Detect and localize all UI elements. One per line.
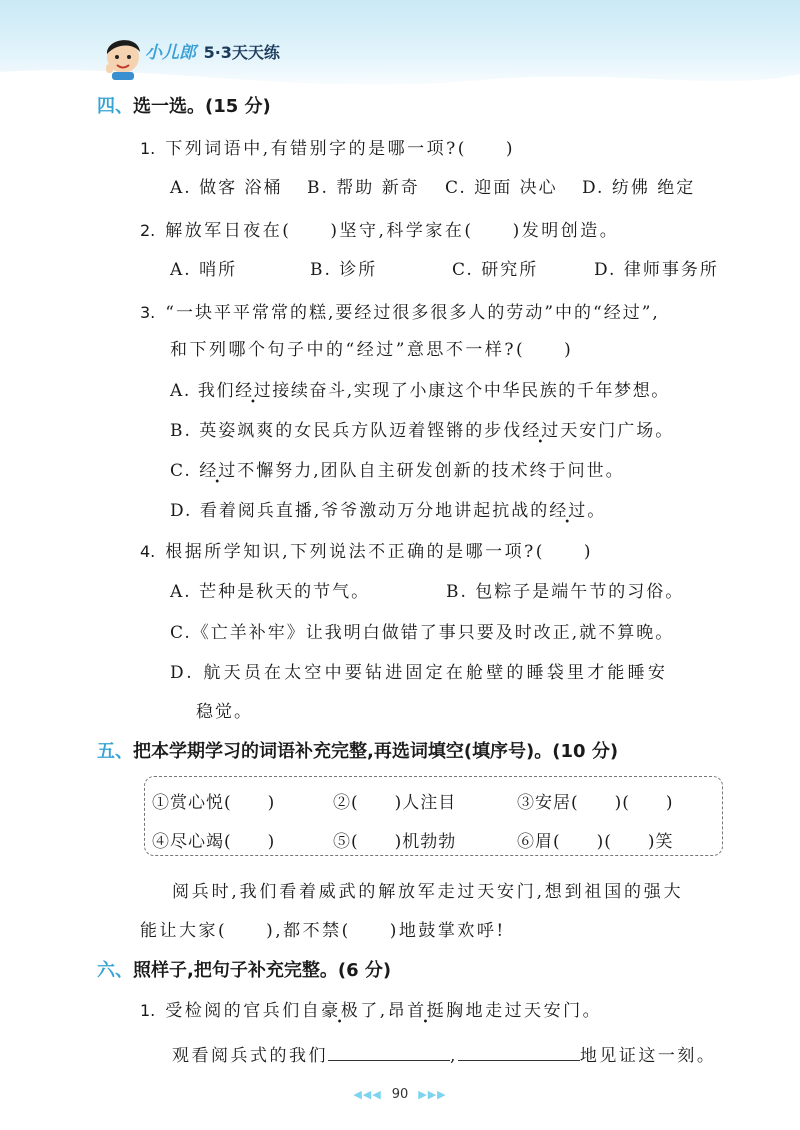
- q3-c-marked-word: [199, 461, 237, 481]
- q2-option-a: A. 哨所: [170, 260, 238, 280]
- section-6-title: 照样子,把句子补充完整。(6 分): [133, 960, 392, 981]
- q3-text-line1: “一块平平常常的糕,要经过很多很多人的劳动”中的“经过”,: [165, 303, 660, 323]
- section-5-number: 五、: [97, 741, 133, 762]
- q2-option-c: C. 研究所: [452, 260, 539, 280]
- q1-text: 下列词语中,有错别字的是哪一项?( ): [165, 139, 516, 159]
- s6-q1-pre: 受检阅的官兵们: [165, 1001, 302, 1021]
- q4-option-a: A. 芒种是秋天的节气。: [170, 582, 371, 602]
- q4-option-d-line2: 稳觉。: [196, 702, 253, 722]
- q3-a-post: 接续奋斗,实现了小康这个中华民族的千年梦想。: [272, 381, 670, 401]
- q3-option-b: [170, 416, 674, 441]
- q3-a-pre: A. 我们: [170, 381, 236, 401]
- s6-fill-sep: ,: [450, 1046, 458, 1066]
- q2-number: 2.: [140, 221, 156, 240]
- q3-c-pre: C.: [170, 461, 200, 481]
- q3-b-pre: B. 英姿飒爽的女民兵方队迈着铿锵的步伐: [170, 421, 523, 441]
- q3-option-a: [170, 376, 670, 401]
- word-item-2: ②( )人注目: [333, 793, 457, 813]
- word-item-3: ③安居( )( ): [517, 793, 674, 813]
- brand-title: [145, 38, 280, 63]
- s6-q1-mark1: 自豪极了: [301, 1001, 380, 1021]
- s6-q1-example: [140, 996, 602, 1021]
- q3-d-mark: 经过: [549, 501, 588, 521]
- q3-c-post: 不懈努力,团队自主研发创新的技术终于问世。: [237, 461, 625, 481]
- brand-name: 小儿郎: [145, 43, 196, 63]
- q3-stem-line1: [140, 298, 660, 323]
- section-4-title: 选一选。(15 分): [133, 96, 271, 117]
- q2-stem: [140, 216, 619, 241]
- q3-a-mark: 经过: [235, 381, 273, 401]
- q1-option-c: C. 迎面 决心: [445, 178, 558, 198]
- s6-answer-blank-2[interactable]: [458, 1046, 580, 1061]
- word-item-5: ⑤( )机勃勃: [333, 832, 457, 852]
- word-item-1: ①赏心悦( ): [152, 793, 276, 813]
- q3-option-d: [170, 496, 606, 521]
- word-item-4: ④尽心竭( ): [152, 832, 276, 852]
- section-5-heading: [97, 737, 618, 763]
- s6-q1-mark2: 昂首挺胸: [387, 1001, 466, 1021]
- q3-c-mark: 经过: [199, 461, 238, 481]
- section-6-number: 六、: [97, 960, 133, 981]
- section-4-number: 四、: [97, 96, 133, 117]
- s6-q1-marked-2: [388, 1001, 466, 1021]
- q3-d-marked-word: [549, 501, 587, 521]
- brand-series: 5·3天天练: [203, 43, 280, 62]
- q1-option-d: D. 纺佛 绝定: [582, 178, 696, 198]
- q1-option-a: A. 做客 浴桶: [170, 178, 283, 198]
- right-arrows-icon: ▶▶▶: [418, 1088, 447, 1101]
- q3-b-post: 天安门广场。: [560, 421, 675, 441]
- q4-text: 根据所学知识,下列说法不正确的是哪一项?( ): [165, 542, 594, 562]
- q1-option-b: B. 帮助 新奇: [307, 178, 420, 198]
- q1-stem: [140, 134, 515, 159]
- fill-paragraph-line2: 能让大家( ),都不禁( )地鼓掌欢呼!: [140, 921, 506, 941]
- q3-d-pre: D. 看着阅兵直播,爷爷激动万分地讲起抗战的: [170, 501, 550, 521]
- q3-number: 3.: [140, 303, 156, 322]
- q2-text: 解放军日夜在( )坚守,科学家在( )发明创造。: [165, 221, 620, 241]
- s6-fill-line: [172, 1041, 716, 1066]
- mascot-icon: [98, 30, 148, 80]
- q3-stem-line2: 和下列哪个句子中的“经过”意思不一样?( ): [170, 340, 574, 360]
- q1-number: 1.: [140, 139, 156, 158]
- s6-q1-post: 地走过天安门。: [465, 1001, 603, 1021]
- s6-q1-number: 1.: [140, 1001, 156, 1020]
- q4-option-c: C.《亡羊补牢》让我明白做错了事只要及时改正,就不算晚。: [170, 623, 675, 643]
- q3-a-marked-word: [235, 381, 272, 401]
- q4-number: 4.: [140, 542, 156, 561]
- s6-q1-mid: ,: [379, 1001, 388, 1021]
- q4-option-b: B. 包粽子是端午节的习俗。: [446, 582, 685, 602]
- q3-option-c: [170, 456, 625, 481]
- q4-stem: [140, 537, 593, 562]
- q2-option-b: B. 诊所: [310, 260, 378, 280]
- s6-fill-pre: 观看阅兵式的我们: [172, 1046, 328, 1066]
- page-number: 90: [391, 1087, 409, 1102]
- s6-fill-post: 地见证这一刻。: [579, 1046, 717, 1066]
- s6-answer-blank-1[interactable]: [328, 1046, 450, 1061]
- q3-b-marked-word: [522, 421, 560, 441]
- q2-option-d: D. 律师事务所: [594, 260, 719, 280]
- q3-b-mark: 经过: [522, 421, 561, 441]
- section-4-heading: [97, 92, 271, 118]
- s6-q1-marked-1: [302, 1001, 380, 1021]
- q3-d-post: 。: [587, 501, 607, 521]
- word-item-6: ⑥眉( )( )笑: [517, 832, 674, 852]
- page-footer: [0, 1087, 800, 1102]
- fill-paragraph-line1: 阅兵时,我们看着威武的解放军走过天安门,想到祖国的强大: [172, 882, 684, 902]
- q4-option-d-line1: D. 航天员在太空中要钻进固定在舱壁的睡袋里才能睡安: [170, 663, 669, 683]
- section-5-title: 把本学期学习的词语补充完整,再选词填空(填序号)。(10 分): [133, 741, 619, 762]
- section-6-heading: [97, 956, 391, 982]
- left-arrows-icon: ◀◀◀: [353, 1088, 382, 1101]
